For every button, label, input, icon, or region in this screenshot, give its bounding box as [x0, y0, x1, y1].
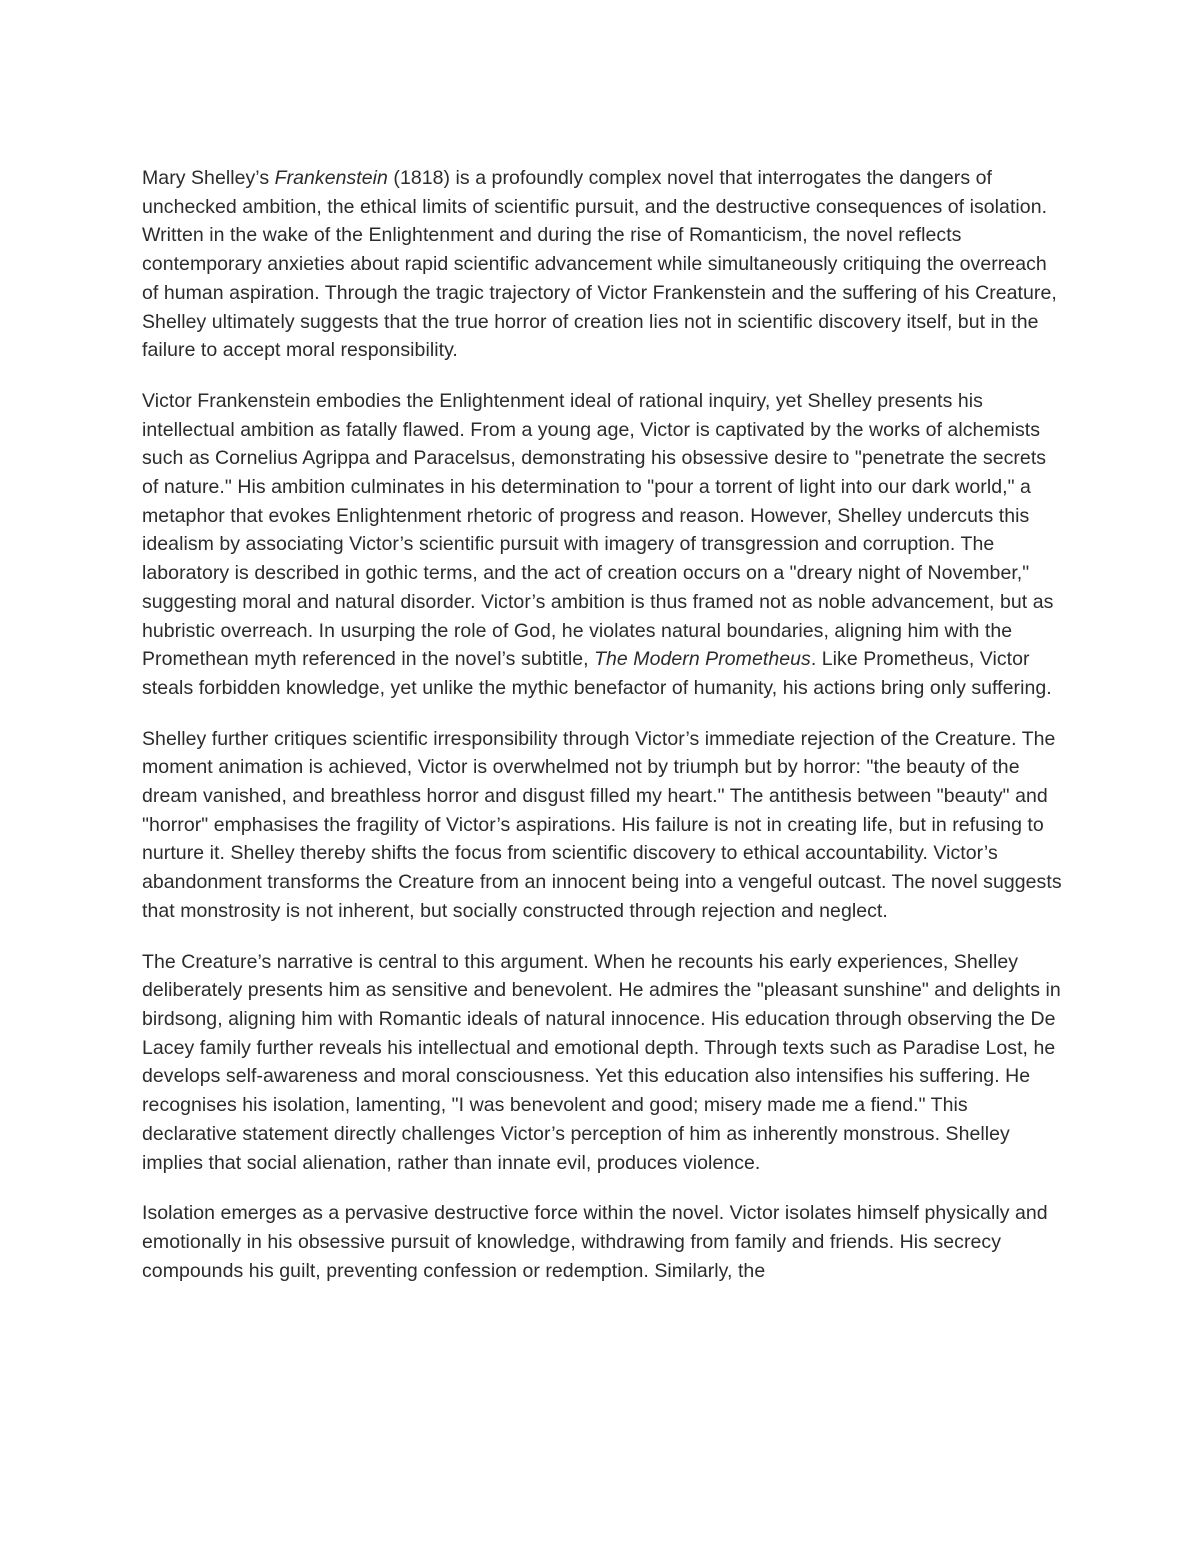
text-run: Mary Shelley’s — [142, 167, 275, 189]
text-run: Isolation emerges as a pervasive destructive force within the novel. Victor isolates himself physically and emotionally in his obsessive pursuit of knowledge, withdrawing from family and friends. His secrecy compounds his guilt, preventing confession or redemption. Similarly, the — [142, 1202, 1048, 1282]
italic-title: Frankenstein — [274, 167, 388, 189]
italic-subtitle: The Modern Prometheus — [594, 648, 811, 671]
paragraph-creature-narrative — [142, 948, 1064, 1178]
document-body — [142, 164, 1064, 1307]
text-run: Victor Frankenstein embodies the Enlightenment ideal of rational inquiry, yet Shelley presents his intellectual ambition as fatally flawed. From a young age, Victor is captivated by the works of alchemists such as Cornelius Agrippa and Paracelsus, demonstrating his obsessive desire to "penetrate the secrets of nature." His ambition culminates in his determination to "pour a torrent of light into our dark world," a metaphor that evokes Enlightenment rhetoric of progress and reason. However, Shelley undercuts this idealism by associating Victor’s scientific pursuit with imagery of transgression and corruption. The laboratory is described in gothic terms, and the act of creation occurs on a "dreary night of November," suggesting moral and natural disorder. Victor’s ambition is thus framed not as noble advancement, but as hubristic overreach. In usurping the role of God, he violates natural boundaries, aligning him with the Promethean myth referenced in the novel’s subtitle, — [142, 389, 1054, 671]
paragraph-rejection — [142, 725, 1064, 926]
text-run: (1818) is a profoundly complex novel that interrogates the dangers of unchecked ambition, the ethical limits of scientific pursuit, and the destructive consequences of isolation. Written in the wake of the Enlightenment and during the rise of Romanticism, the novel reflects contemporary anxieties about rapid scientific advancement while simultaneously critiquing the overreach of human aspiration. Through the tragic trajectory of Victor Frankenstein and the suffering of his Creature, Shelley ultimately suggests that the true horror of creation lies not in scientific discovery itself, but in the failure to accept moral responsibility. — [142, 167, 1057, 362]
text-run: Shelley further critiques scientific irresponsibility through Victor’s immediate rejection of the Creature. The moment animation is achieved, Victor is overwhelmed not by triumph but by horror: "the beauty of the dream vanished, and breathless horror and disgust filled my heart." The antithesis between "beauty" and "horror" emphasises the fragility of Victor’s aspirations. His failure is not in creating life, but in refusing to nurture it. Shelley thereby shifts the focus from scientific discovery to ethical accountability. Victor’s abandonment transforms the Creature from an innocent being into a vengeful outcast. The novel suggests that monstrosity is not inherent, but socially constructed through rejection and neglect. — [142, 727, 1062, 922]
paragraph-isolation — [142, 1199, 1064, 1285]
text-run: . Like Prometheus, Victor steals forbidden knowledge, yet unlike the mythic benefactor of humanity, his actions bring only suffering. — [142, 648, 1052, 699]
text-run: The Creature’s narrative is central to this argument. When he recounts his early experiences, Shelley deliberately presents him as sensitive and benevolent. He admires the "pleasant sunshine" and delights in birdsong, aligning him with Romantic ideals of natural innocence. His education through observing the De Lacey family further reveals his intellectual and emotional depth. Through texts such as Paradise Lost, he develops self-awareness and moral consciousness. Yet this education also intensifies his suffering. He recognises his isolation, lamenting, "I was benevolent and good; misery made me a fiend." This declarative statement directly challenges Victor’s perception of him as inherently monstrous. Shelley implies that social alienation, rather than innate evil, produces violence. — [142, 950, 1061, 1174]
paragraph-introduction — [142, 164, 1064, 365]
paragraph-ambition — [142, 387, 1064, 703]
